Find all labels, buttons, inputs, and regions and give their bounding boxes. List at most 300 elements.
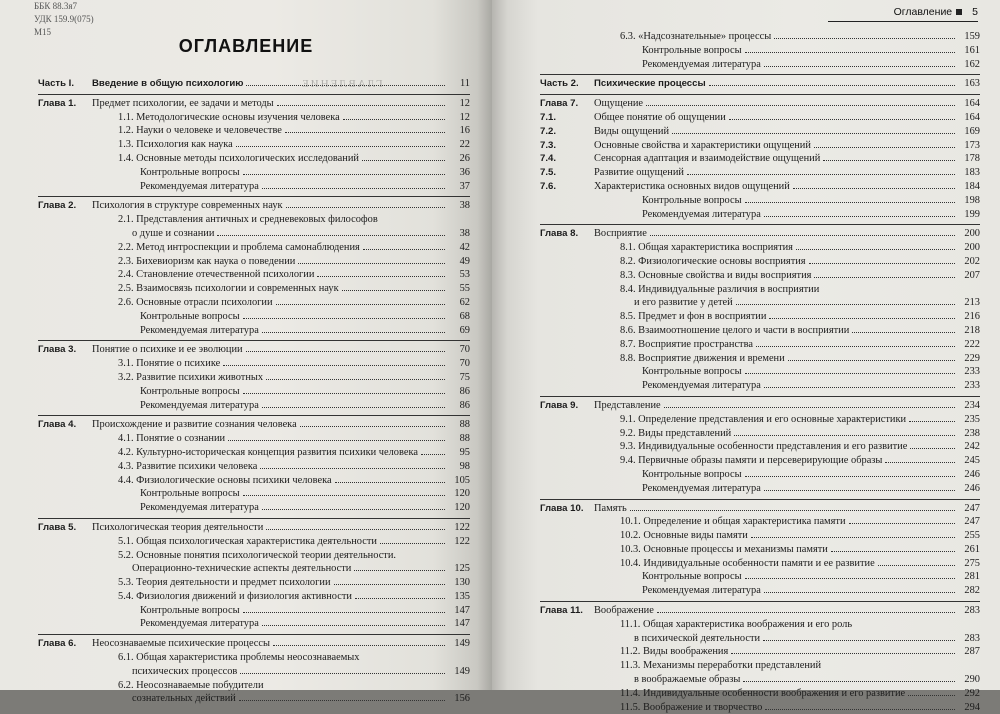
dot-leader	[276, 304, 445, 305]
imprint-line: УДК 159.9(075)	[34, 14, 94, 24]
toc-part-entry	[540, 77, 980, 91]
toc-entry	[38, 357, 470, 371]
toc-entry-text: 2.5. Взаимосвязь психологии и современных наук	[118, 283, 339, 295]
toc-entry-text: Рекомендуемая литература	[140, 399, 259, 411]
toc-entry	[540, 30, 980, 44]
toc-page-number: 149	[454, 665, 470, 677]
toc-page-number: 199	[964, 208, 980, 220]
toc-entry	[38, 180, 470, 194]
toc-entry-text: 2.3. Бихевиоризм как наука о поведении	[118, 255, 296, 267]
dot-leader	[793, 188, 955, 189]
toc-page-number: 130	[454, 577, 470, 589]
imprint-block	[34, 0, 94, 39]
toc-page-number: 229	[964, 352, 980, 364]
dot-leader	[650, 235, 955, 236]
toc-entry-text: 1.4. Основные методы психологических исследований	[118, 152, 359, 164]
section-divider	[540, 94, 980, 95]
toc-page-number: 294	[964, 701, 980, 713]
toc-entry-label: Глава 8.	[540, 228, 579, 240]
toc-chapter-entry	[540, 180, 980, 194]
toc-entry-text: 1.2. Науки о человеке и человечестве	[118, 125, 282, 137]
toc-entry-text: Контрольные вопросы	[642, 366, 742, 378]
dot-leader	[745, 578, 955, 579]
dot-leader	[228, 440, 445, 441]
section-divider	[540, 601, 980, 602]
toc-page-number: 283	[964, 632, 980, 644]
dot-leader	[298, 263, 445, 264]
toc-page-number: 159	[964, 31, 980, 42]
toc-list-left	[38, 77, 470, 706]
dot-leader	[266, 379, 445, 380]
toc-entry	[540, 482, 980, 496]
dot-leader	[317, 276, 445, 277]
toc-entry	[540, 440, 980, 454]
toc-entry-text: Рекомендуемая литература	[140, 324, 259, 336]
toc-entry-text: о душе и сознании	[132, 227, 215, 239]
toc-page-number: 75	[459, 371, 470, 383]
dot-leader	[262, 188, 445, 189]
toc-entry-text: Происхождение и развитие сознания человека	[92, 419, 297, 431]
toc-page-number: 275	[964, 557, 980, 569]
toc-page-number: 247	[964, 502, 980, 514]
toc-page-number: 147	[454, 604, 470, 616]
toc-page-number: 22	[459, 139, 470, 151]
toc-page-number: 12	[459, 97, 470, 109]
toc-entry-text: Контрольные вопросы	[140, 166, 240, 178]
toc-entry	[540, 701, 980, 714]
dot-leader	[756, 346, 955, 347]
dot-leader	[355, 598, 445, 599]
toc-chapter-entry	[540, 139, 980, 153]
toc-entry-text: 11.3. Механизмы переработки представлений	[620, 660, 822, 672]
toc-page-number: 282	[964, 585, 980, 597]
toc-entry-text: 5.1. Общая психологическая характеристика деятельности	[118, 535, 377, 547]
dot-leader	[285, 132, 445, 133]
dot-leader	[262, 509, 445, 510]
toc-page-number: 234	[964, 399, 980, 411]
dot-leader	[745, 202, 955, 203]
toc-page-number: 292	[964, 687, 980, 699]
toc-page-number: 161	[964, 44, 980, 56]
toc-entry-label: Глава 5.	[38, 521, 77, 533]
toc-entry	[540, 557, 980, 571]
dot-leader	[908, 695, 955, 696]
toc-entry	[38, 549, 470, 563]
toc-entry-text: Виды ощущений	[594, 125, 670, 137]
toc-entry	[38, 576, 470, 590]
toc-entry-label: 7.3.	[540, 139, 557, 151]
page-title: ОГЛАВЛЕНИЕ	[178, 36, 314, 56]
toc-page-number: 49	[459, 255, 470, 267]
toc-entry-text: Основные свойства и характеристики ощущений	[594, 139, 811, 151]
toc-page-number: 135	[454, 590, 470, 602]
dot-leader	[262, 407, 445, 408]
dot-leader	[243, 174, 445, 175]
toc-entry	[540, 570, 980, 584]
toc-page-number: 11	[459, 78, 470, 89]
toc-entry-text: Рекомендуемая литература	[642, 585, 761, 597]
dot-leader	[243, 495, 445, 496]
toc-entry-text: 8.2. Физиологические основы восприятия	[620, 255, 806, 267]
toc-page-number: 36	[459, 166, 470, 178]
dot-leader	[764, 387, 955, 388]
toc-entry-text: 8.7. Восприятие пространства	[620, 338, 753, 350]
toc-entry-text: 8.8. Восприятие движения и времени	[620, 352, 785, 364]
toc-entry-text: 9.2. Виды представлений	[620, 427, 732, 439]
section-divider	[540, 499, 980, 500]
toc-entry-text: 6.3. «Надсознательные» процессы	[620, 31, 772, 42]
section-divider	[38, 94, 470, 95]
toc-entry-text: Предмет психологии, ее задачи и методы	[92, 97, 274, 109]
toc-entry	[540, 618, 980, 632]
dot-leader	[243, 612, 445, 613]
dot-leader	[243, 318, 445, 319]
dot-leader	[657, 612, 955, 613]
toc-entry	[38, 111, 470, 125]
dot-leader	[262, 332, 445, 333]
toc-entry-label: 7.4.	[540, 153, 557, 165]
toc-entry-text: 2.1. Представления античных и средневековых философов	[118, 214, 378, 226]
dot-leader	[788, 360, 955, 361]
toc-entry-label: 7.1.	[540, 111, 557, 123]
dot-leader	[814, 277, 955, 278]
toc-chapter-entry	[540, 111, 980, 125]
toc-entry	[540, 324, 980, 338]
toc-part-entry	[38, 77, 470, 91]
toc-entry-text: 8.6. Взаимоотношение целого и части в восприятии	[620, 324, 850, 336]
toc-entry	[540, 296, 980, 310]
toc-chapter-entry	[38, 199, 470, 213]
toc-entry	[540, 338, 980, 352]
dot-leader	[743, 681, 955, 682]
toc-entry	[540, 645, 980, 659]
dot-leader	[273, 645, 445, 646]
toc-page-number: 122	[454, 535, 470, 547]
toc-chapter-entry	[540, 97, 980, 111]
toc-entry-text: сознательных действий	[132, 693, 236, 705]
dot-leader	[243, 393, 445, 394]
toc-entry-label: Глава 3.	[38, 344, 77, 356]
toc-entry-text: Психология в структуре современных наук	[92, 200, 283, 212]
dot-leader	[709, 85, 955, 86]
toc-entry-text: Рекомендуемая литература	[642, 58, 761, 70]
toc-entry	[540, 379, 980, 393]
toc-entry-text: 11.2. Виды воображения	[620, 646, 729, 658]
toc-entry-text: Контрольные вопросы	[642, 194, 742, 206]
toc-entry-text: Рекомендуемая литература	[140, 180, 259, 192]
toc-page-number: 173	[964, 139, 980, 151]
square-bullet-icon	[956, 9, 962, 15]
dot-leader	[300, 426, 445, 427]
toc-page-number: 68	[459, 310, 470, 322]
toc-entry-text: Рекомендуемая литература	[140, 502, 259, 514]
toc-entry-text: Контрольные вопросы	[140, 604, 240, 616]
toc-entry	[38, 255, 470, 269]
dot-leader	[687, 174, 955, 175]
toc-entry-text: Контрольные вопросы	[642, 44, 742, 56]
dot-leader	[745, 373, 955, 374]
toc-page-number: 156	[454, 693, 470, 705]
toc-page-number: 98	[459, 460, 470, 472]
toc-entry-label: Глава 1.	[38, 97, 77, 109]
toc-entry	[38, 124, 470, 138]
toc-chapter-entry	[540, 166, 980, 180]
toc-entry	[38, 213, 470, 227]
toc-entry-text: 9.4. Первичные образы памяти и персеверирующие образы	[620, 455, 883, 467]
toc-entry-text: 10.1. Определение и общая характеристика памяти	[620, 516, 846, 528]
toc-entry-label: Глава 7.	[540, 98, 579, 110]
dot-leader	[217, 235, 445, 236]
toc-page-number: 164	[964, 98, 980, 110]
toc-page-number: 88	[459, 433, 470, 445]
dot-leader	[910, 448, 955, 449]
toc-page-number: 287	[964, 646, 980, 658]
toc-entry	[38, 590, 470, 604]
toc-entry-text: 5.2. Основные понятия психологической теории деятельности.	[118, 549, 397, 561]
toc-entry	[38, 446, 470, 460]
toc-entry-text: Психологическая теория деятельности	[92, 521, 264, 533]
dot-leader	[354, 570, 445, 571]
toc-entry	[540, 352, 980, 366]
toc-entry-text: Психические процессы	[594, 78, 706, 90]
toc-entry-label: Глава 6.	[38, 638, 77, 650]
dot-leader	[266, 529, 445, 530]
toc-entry-text: Контрольные вопросы	[140, 310, 240, 322]
section-divider	[540, 396, 980, 397]
dot-leader	[362, 160, 445, 161]
toc-entry	[540, 515, 980, 529]
toc-entry-text: 8.5. Предмет и фон в восприятии	[620, 311, 767, 323]
toc-entry-text: Контрольные вопросы	[642, 571, 742, 583]
dot-leader	[277, 105, 445, 106]
toc-page-number: 198	[964, 194, 980, 206]
toc-page-number: 16	[459, 125, 470, 137]
toc-page-number: 120	[454, 502, 470, 514]
toc-entry-label: 7.2.	[540, 125, 557, 137]
toc-entry-text: 4.3. Развитие психики человека	[118, 460, 258, 472]
dot-leader	[764, 592, 955, 593]
toc-entry	[540, 208, 980, 222]
toc-entry-label: Глава 10.	[540, 502, 584, 514]
toc-entry-text: 8.1. Общая характеристика восприятия	[620, 242, 793, 254]
toc-entry	[38, 324, 470, 338]
dot-leader	[885, 462, 955, 463]
toc-entry	[38, 268, 470, 282]
toc-entry	[38, 474, 470, 488]
toc-entry	[38, 651, 470, 665]
toc-entry-text: Рекомендуемая литература	[642, 380, 761, 392]
toc-entry	[540, 413, 980, 427]
section-divider	[38, 518, 470, 519]
toc-chapter-entry	[38, 418, 470, 432]
toc-entry	[540, 58, 980, 72]
dot-leader	[646, 105, 955, 106]
toc-entry-text: 5.4. Физиология движений и физиология активности	[118, 590, 352, 602]
toc-entry	[38, 241, 470, 255]
toc-entry	[38, 152, 470, 166]
dot-leader	[239, 700, 445, 701]
toc-page-number: 164	[964, 111, 980, 123]
toc-entry-label: Глава 2.	[38, 200, 77, 212]
toc-entry-text: в воображаемые образы	[634, 674, 741, 686]
toc-page-number: 70	[459, 358, 470, 370]
section-divider	[38, 196, 470, 197]
toc-page-number: 242	[964, 441, 980, 453]
toc-entry	[38, 166, 470, 180]
toc-entry-text: психических процессов	[132, 665, 238, 677]
dot-leader	[731, 653, 955, 654]
dot-leader	[734, 435, 955, 436]
toc-entry-text: 9.3. Индивидуальные особенности представления и его развитие	[620, 441, 908, 453]
dot-leader	[246, 85, 445, 86]
toc-entry-text: и его развитие у детей	[634, 297, 733, 309]
toc-entry-label: 7.6.	[540, 180, 557, 192]
toc-entry	[540, 255, 980, 269]
toc-page-number: 255	[964, 530, 980, 542]
dot-leader	[774, 38, 955, 39]
toc-entry-text: Память	[594, 502, 627, 514]
toc-entry	[540, 269, 980, 283]
dot-leader	[909, 421, 955, 422]
toc-entry-text: Представление	[594, 399, 661, 411]
toc-entry-text: 2.6. Основные отрасли психологии	[118, 296, 273, 308]
dot-leader	[763, 640, 955, 641]
toc-page-number: 38	[459, 200, 470, 212]
toc-entry	[38, 501, 470, 515]
toc-entry-text: 1.1. Методологические основы изучения человека	[118, 111, 340, 123]
toc-entry	[540, 659, 980, 673]
toc-chapter-entry	[540, 502, 980, 516]
dot-leader	[343, 119, 445, 120]
dot-leader	[729, 119, 955, 120]
toc-entry-text: 4.2. Культурно-историческая концепция развития психики человека	[118, 446, 418, 458]
toc-page-number: 53	[459, 269, 470, 281]
toc-entry	[38, 562, 470, 576]
toc-entry	[540, 194, 980, 208]
section-divider	[38, 340, 470, 341]
toc-page-number: 162	[964, 58, 980, 70]
toc-entry	[38, 679, 470, 693]
dot-leader	[745, 476, 955, 477]
toc-page-number: 247	[964, 516, 980, 528]
toc-entry	[540, 365, 980, 379]
toc-chapter-entry	[540, 152, 980, 166]
toc-page-number: 290	[964, 674, 980, 686]
toc-entry	[38, 138, 470, 152]
toc-page-number: 246	[964, 468, 980, 480]
toc-entry	[540, 283, 980, 297]
dot-leader	[240, 673, 445, 674]
toc-entry	[38, 282, 470, 296]
toc-page-number: 62	[459, 296, 470, 308]
toc-page-number: 235	[964, 413, 980, 425]
toc-entry	[38, 432, 470, 446]
section-divider	[540, 224, 980, 225]
toc-page-number: 105	[454, 474, 470, 486]
dot-leader	[831, 551, 955, 552]
dot-leader	[765, 709, 955, 710]
toc-entry	[540, 584, 980, 598]
toc-page-number: 245	[964, 455, 980, 467]
toc-page-number: 200	[964, 242, 980, 254]
toc-chapter-entry	[540, 125, 980, 139]
toc-entry-text: 4.4. Физиологические основы психики человека	[118, 474, 332, 486]
dot-leader	[769, 318, 955, 319]
toc-entry	[38, 399, 470, 413]
toc-chapter-entry	[540, 227, 980, 241]
toc-page-number: 37	[459, 180, 470, 192]
toc-page-number: 147	[454, 618, 470, 630]
dot-leader	[849, 523, 955, 524]
toc-page-number: 86	[459, 399, 470, 411]
toc-page-number: 163	[964, 78, 980, 90]
left-page	[0, 0, 492, 705]
dot-leader	[878, 565, 955, 566]
toc-entry	[38, 535, 470, 549]
dot-leader	[380, 543, 445, 544]
toc-entry	[38, 371, 470, 385]
toc-page-number: 202	[964, 255, 980, 267]
section-divider	[540, 74, 980, 75]
toc-entry	[540, 543, 980, 557]
dot-leader	[823, 160, 955, 161]
toc-page-number: 184	[964, 180, 980, 192]
dot-leader	[764, 490, 955, 491]
toc-entry	[540, 632, 980, 646]
toc-page-number: 216	[964, 311, 980, 323]
toc-page-number: 69	[459, 324, 470, 336]
toc-entry	[38, 692, 470, 706]
dot-leader	[246, 351, 445, 352]
dot-leader	[335, 482, 445, 483]
dot-leader	[236, 146, 445, 147]
toc-chapter-entry	[38, 97, 470, 111]
toc-entry-text: Контрольные вопросы	[140, 385, 240, 397]
section-divider	[38, 634, 470, 635]
toc-entry-text: Контрольные вопросы	[642, 468, 742, 480]
toc-page-number: 183	[964, 167, 980, 179]
toc-entry	[540, 241, 980, 255]
toc-entry	[38, 604, 470, 618]
toc-entry-text: в психической деятельности	[634, 632, 761, 644]
toc-page-number: 169	[964, 125, 980, 137]
toc-entry-text: Неосознаваемые психические процессы	[92, 638, 271, 650]
dot-leader	[764, 66, 955, 67]
toc-entry	[38, 665, 470, 679]
running-head	[828, 6, 978, 22]
dot-leader	[745, 52, 955, 53]
dot-leader	[223, 365, 445, 366]
dot-leader	[286, 207, 445, 208]
toc-page-number: 42	[459, 241, 470, 253]
toc-entry-text: 6.1. Общая характеристика проблемы неосознаваемых	[118, 652, 360, 664]
toc-chapter-entry	[540, 604, 980, 618]
toc-entry	[38, 296, 470, 310]
dot-leader	[852, 332, 955, 333]
dot-leader	[751, 537, 955, 538]
toc-page-number: 86	[459, 385, 470, 397]
toc-entry-text: Рекомендуемая литература	[140, 618, 259, 630]
toc-entry-text: 5.3. Теория деятельности и предмет психологии	[118, 577, 331, 589]
toc-chapter-entry	[38, 521, 470, 535]
toc-page-number: 88	[459, 419, 470, 431]
toc-entry-text: 11.4. Индивидуальные особенности воображения и его развитие	[620, 687, 906, 699]
toc-entry-text: Воображение	[594, 605, 654, 617]
toc-entry	[540, 427, 980, 441]
toc-entry-text: 6.2. Неосознаваемые побудители	[118, 679, 264, 691]
toc-entry-text: Восприятие	[594, 228, 647, 240]
toc-entry-text: Сенсорная адаптация и взаимодействие ощущений	[594, 153, 821, 165]
